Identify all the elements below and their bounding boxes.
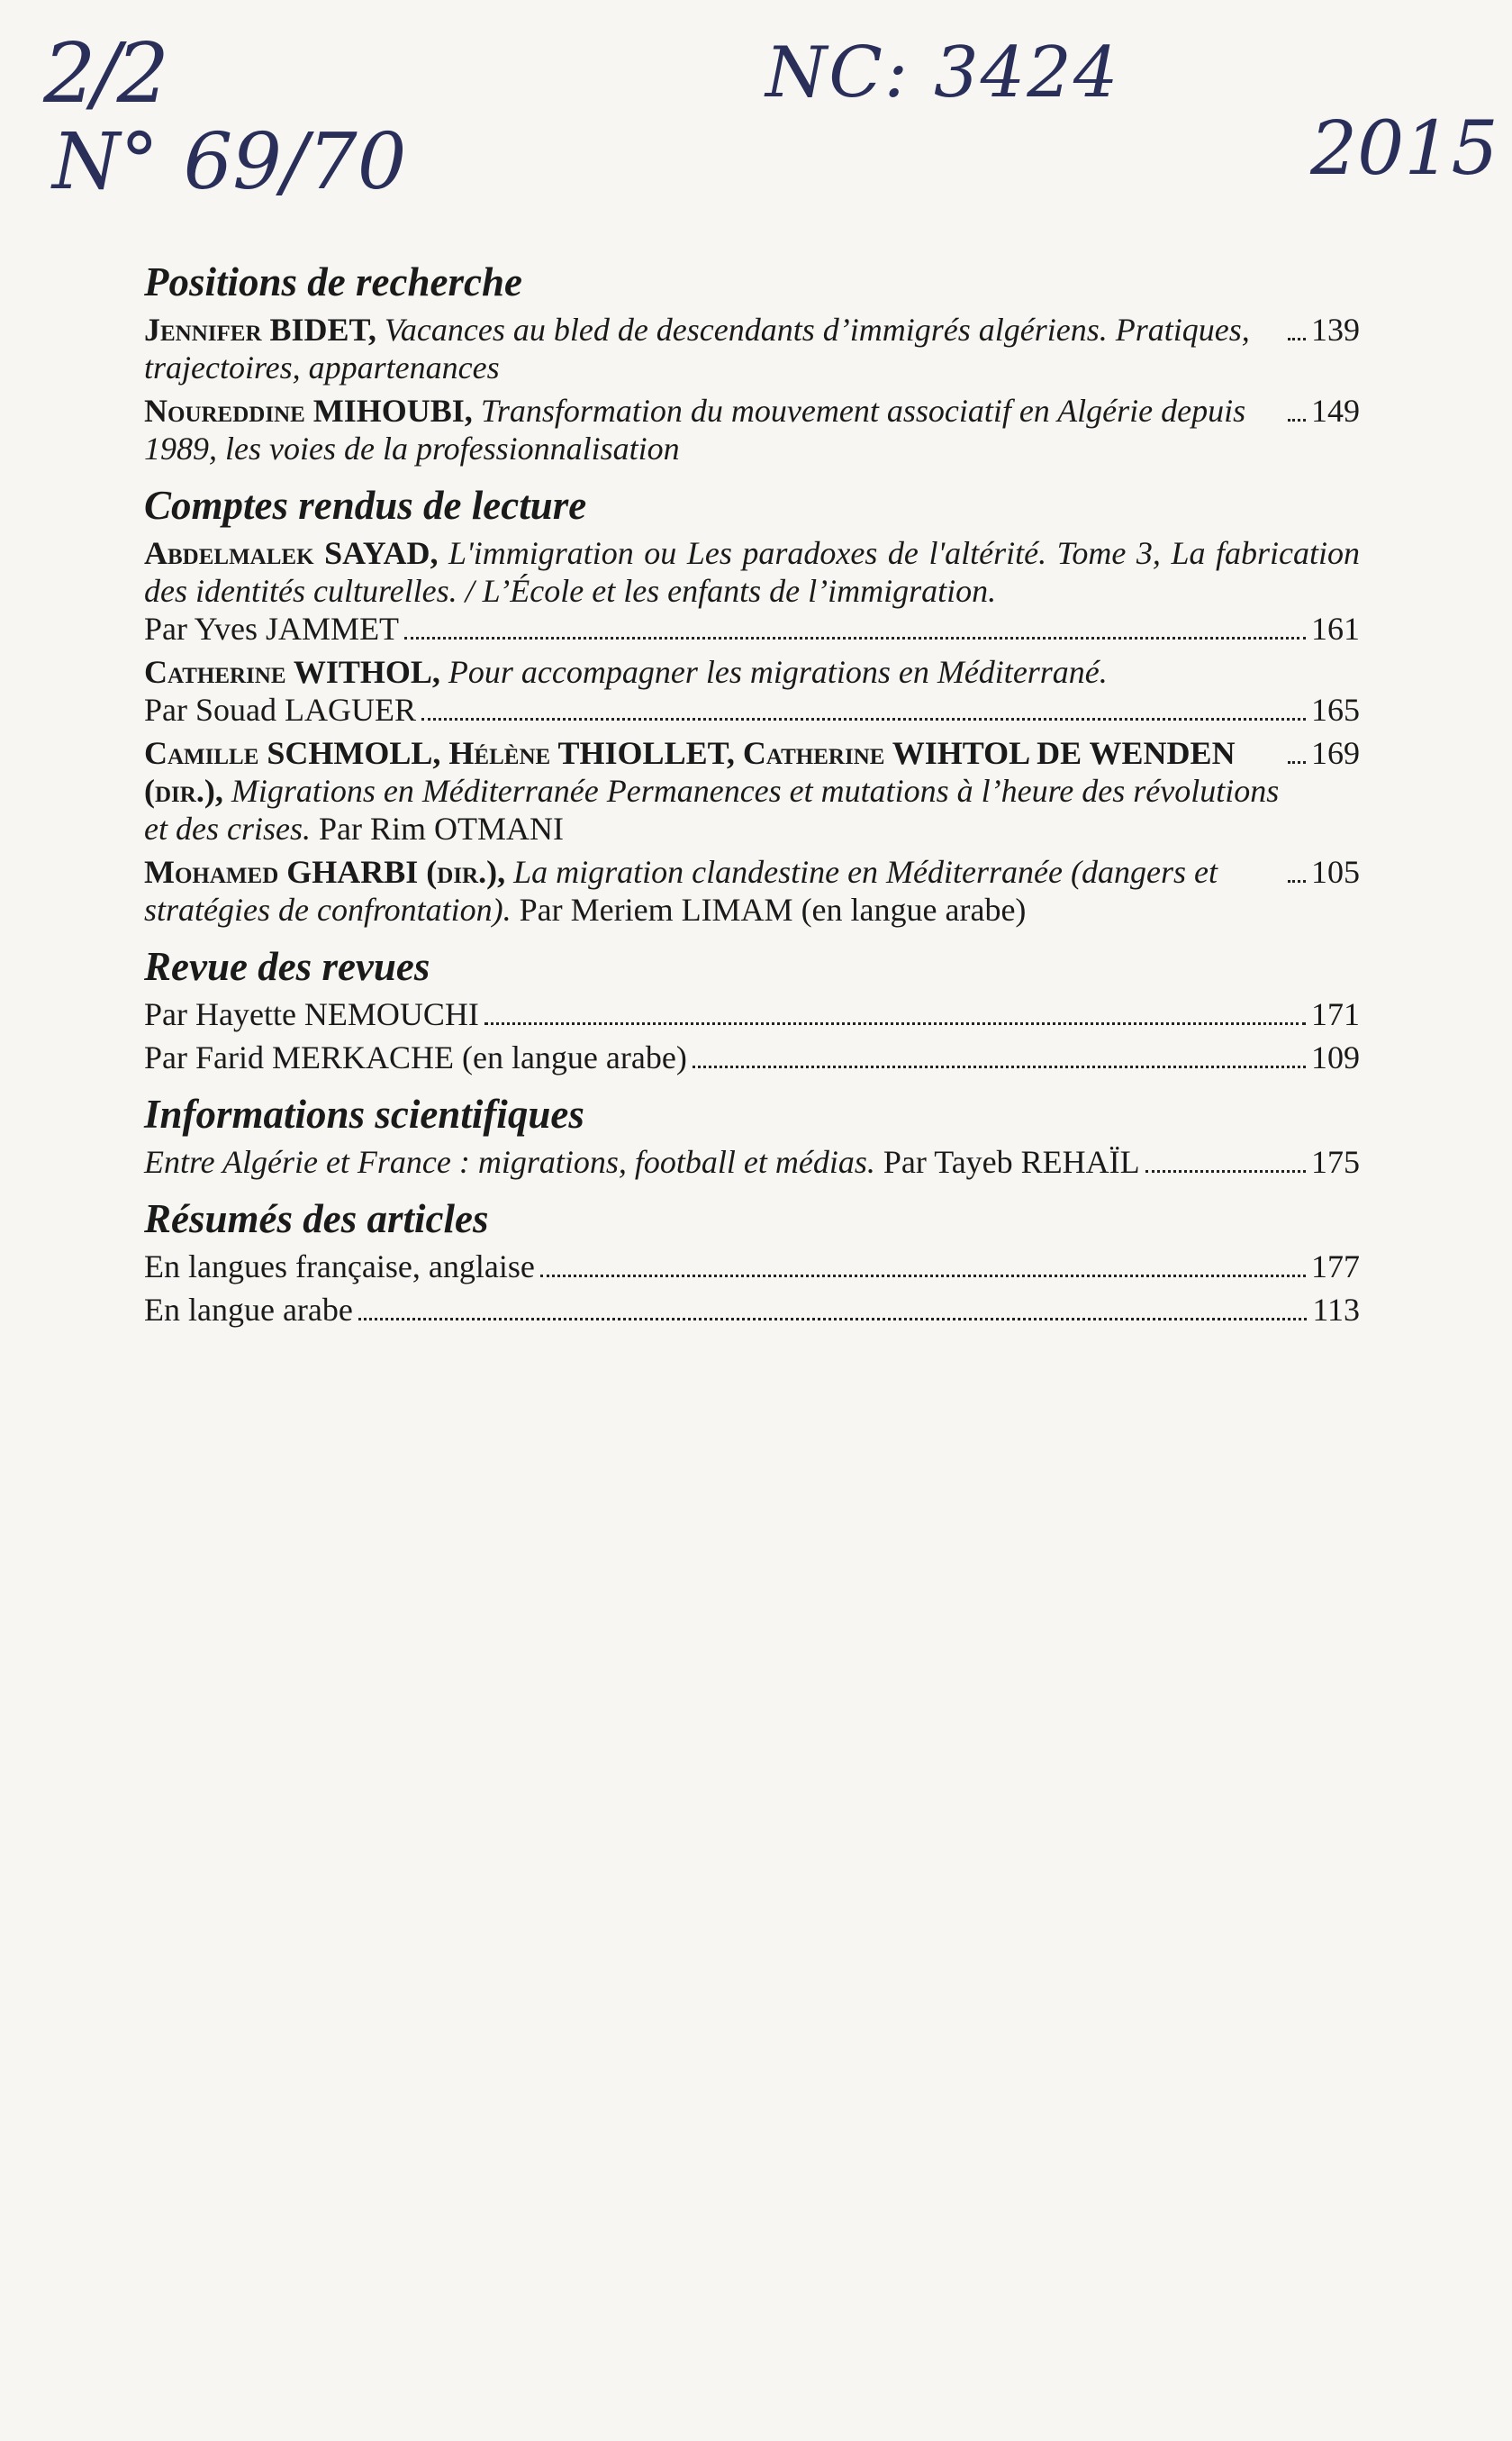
- entry-title: Migrations en Méditerranée Permanences et mutations à l’heure des révolutions et des crises.: [144, 773, 1280, 847]
- leader-dots: [1288, 338, 1306, 340]
- entry-title: Pour accompagner les migrations en Méditerrané.: [448, 654, 1108, 690]
- handwritten-call-number: NC: 3424: [765, 32, 1120, 113]
- toc-entry: [144, 734, 1360, 848]
- entry-page: 113: [1312, 1292, 1360, 1328]
- entry-author: Mohamed GHARBI (dir.),: [144, 854, 506, 890]
- entry-author: Camille SCHMOLL, Hélène THIOLLET, Catherine WIHTOL DE WENDEN (dir.),: [144, 735, 1236, 809]
- leader-dots: [484, 1022, 1306, 1025]
- handwritten-volume-note: 2/2: [43, 25, 167, 122]
- toc-entry: [144, 853, 1360, 929]
- entry-reviewer: Par Rim OTMANI: [318, 811, 564, 847]
- toc-entry: [144, 995, 1360, 1033]
- toc-entry: [144, 653, 1360, 729]
- leader-dots: [540, 1275, 1306, 1277]
- leader-dots: [693, 1066, 1306, 1068]
- leader-dots: [1288, 761, 1306, 764]
- entry-title: Transformation du mouvement associatif en Algérie depuis 1989, les voies de la professionnalisation: [144, 393, 1246, 467]
- entry-title: La migration clandestine en Méditerranée (dangers et stratégies de confrontation).: [144, 854, 1218, 928]
- leader-dots: [421, 718, 1306, 721]
- section-title-comptes-rendus: Comptes rendus de lecture: [144, 483, 587, 528]
- entry-title: Vacances au bled de descendants d’immigrés algériens. Pratiques, trajectoires, appartenances: [144, 312, 1250, 386]
- entry-page: 169: [1311, 735, 1360, 771]
- entry-author: Catherine WITHOL,: [144, 654, 440, 690]
- leader-dots: [1288, 880, 1306, 883]
- entry-author: Abdelmalek SAYAD,: [144, 535, 439, 571]
- entry-reviewer: Par Meriem LIMAM (en langue arabe): [519, 892, 1027, 928]
- toc-entry: [144, 1039, 1360, 1076]
- handwritten-issue-number: N° 69/70: [52, 117, 407, 207]
- entry-page: 105: [1311, 854, 1360, 890]
- section-title-informations-scientifiques: Informations scientifiques: [144, 1092, 584, 1137]
- entry-author: Noureddine MIHOUBI,: [144, 393, 473, 429]
- entry-title: L'immigration ou Les paradoxes de l'altérité. Tome 3, La fabrication des identités culturelles. / L’École et les enfants de l’immigration.: [144, 535, 1361, 609]
- toc-entry: [144, 1291, 1360, 1329]
- section-title-revue-des-revues: Revue des revues: [144, 944, 430, 989]
- entry-text: En langues française, anglaise: [144, 1248, 535, 1284]
- entry-title: Entre Algérie et France : migrations, football et médias.: [144, 1144, 875, 1180]
- entry-page: 109: [1311, 1039, 1360, 1075]
- entry-page: 171: [1311, 996, 1360, 1032]
- entry-page: 175: [1311, 1144, 1360, 1180]
- entry-page: 149: [1311, 393, 1360, 429]
- entry-page: 165: [1311, 692, 1360, 728]
- entry-text: Par Tayeb REHAÏL: [883, 1144, 1140, 1180]
- handwritten-year: 2015: [1310, 106, 1498, 192]
- entry-author: Jennifer BIDET,: [144, 312, 376, 348]
- leader-dots: [358, 1318, 1307, 1320]
- toc-entry: [144, 1248, 1360, 1285]
- leader-dots: [1145, 1170, 1306, 1173]
- table-of-contents: [144, 257, 1360, 1334]
- toc-entry: [144, 534, 1360, 648]
- entry-text: En langue arabe: [144, 1292, 353, 1328]
- entry-page: 139: [1311, 312, 1360, 348]
- toc-entry: [144, 311, 1360, 386]
- toc-entry: [144, 1143, 1360, 1181]
- section-title-resumes-des-articles: Résumés des articles: [144, 1196, 489, 1241]
- entry-reviewer: Par Souad LAGUER: [144, 692, 416, 728]
- entry-page: 177: [1311, 1248, 1360, 1284]
- leader-dots: [404, 637, 1306, 640]
- entry-reviewer: Par Yves JAMMET: [144, 611, 400, 647]
- toc-entry: [144, 392, 1360, 467]
- entry-text: Par Farid MERKACHE (en langue arabe): [144, 1039, 687, 1075]
- entry-page: 161: [1311, 611, 1360, 647]
- entry-text: Par Hayette NEMOUCHI: [144, 996, 479, 1032]
- leader-dots: [1288, 419, 1306, 422]
- section-title-positions-de-recherche: Positions de recherche: [144, 259, 522, 304]
